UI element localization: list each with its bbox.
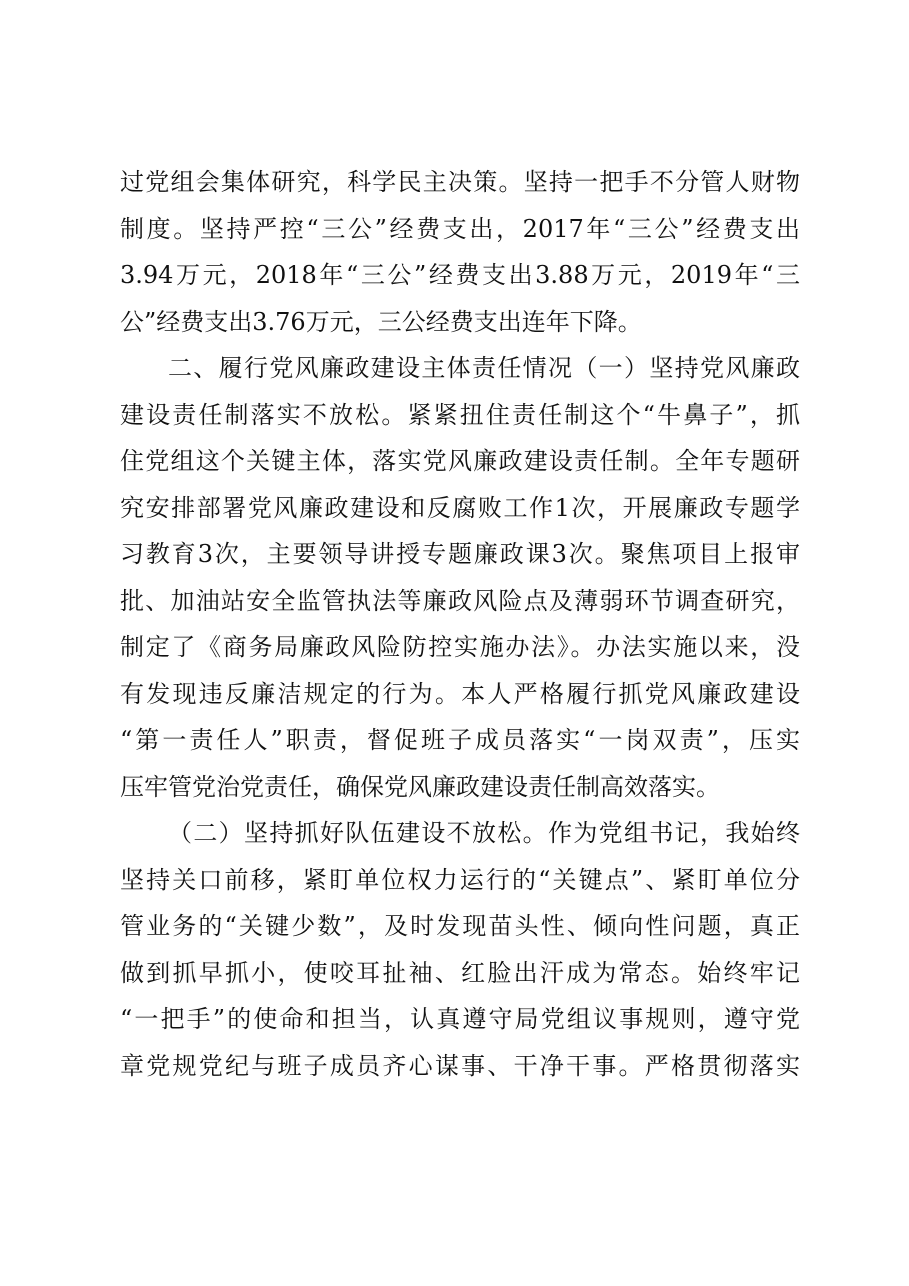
paragraph-line: 章党规党纪与班子成员齐心谋事、干净干事。严格贯彻落实 [120, 1051, 800, 1080]
paragraph-line: “第一责任人”职责，督促班子成员落实“一岗双责”，压实 [120, 726, 800, 754]
document-body [120, 159, 800, 1089]
paragraph-line: 压牢管党治党责任，确保党风廉政建设责任制高效落实。 [120, 772, 720, 801]
paragraph-3 [120, 810, 800, 1089]
paragraph-line: 制定了《商务局廉政风险防控实施办法》。办法实施以来，没 [120, 633, 800, 661]
paragraph-line: 建设责任制落实不放松。紧紧扭住责任制这个“牛鼻子”，抓 [120, 400, 800, 429]
paragraph-line: 公”经费支出3.76万元，三公经费支出连年下降。 [120, 307, 642, 336]
paragraph-line: 住党组这个关键主体，落实党风廉政建设责任制。全年专题研 [120, 447, 800, 475]
paragraph-line: 做到抓早抓小，使咬耳扯袖、红脸出汗成为常态。始终牢记 [120, 958, 800, 987]
paragraph-line: （二）坚持抓好队伍建设不放松。作为党组书记，我始终 [168, 819, 800, 847]
paragraph-line: 究安排部署党风廉政建设和反腐败工作1次，开展廉政专题学 [120, 493, 800, 522]
paragraph-line: 3.94万元，2018年“三公”经费支出3.88万元，2019年“三 [120, 261, 800, 289]
paragraph-1 [120, 159, 800, 345]
paragraph-line: 管业务的“关键少数”，及时发现苗头性、倾向性问题，真正 [120, 912, 800, 940]
paragraph-line: 坚持关口前移，紧盯单位权力运行的“关键点”、紧盯单位分 [120, 865, 800, 894]
paragraph-line: 二、履行党风廉政建设主体责任情况（一）坚持党风廉政 [168, 354, 800, 382]
paragraph-2 [120, 345, 800, 810]
paragraph-line: 制度。坚持严控“三公”经费支出，2017年“三公”经费支出 [120, 214, 800, 243]
paragraph-line: “一把手”的使命和担当，认真遵守局党组议事规则，遵守党 [120, 1005, 800, 1033]
paragraph-line: 有发现违反廉洁规定的行为。本人严格履行抓党风廉政建设 [120, 679, 800, 708]
paragraph-line: 习教育3次，主要领导讲授专题廉政课3次。聚焦项目上报审 [120, 540, 800, 568]
paragraph-line: 批、加油站安全监管执法等廉政风险点及薄弱环节调查研究， [120, 586, 800, 615]
paragraph-line: 过党组会集体研究，科学民主决策。坚持一把手不分管人财物 [120, 168, 800, 196]
